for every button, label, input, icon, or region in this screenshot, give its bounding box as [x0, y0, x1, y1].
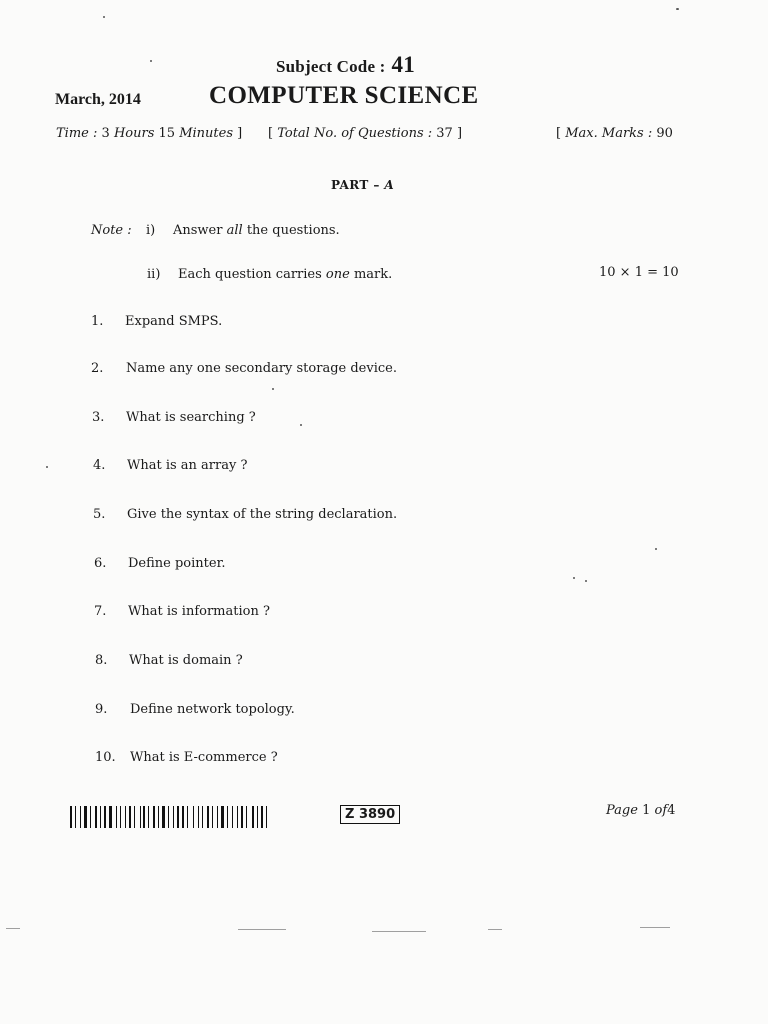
scan-speck [655, 548, 657, 550]
barcode [70, 806, 268, 828]
scan-smudge [372, 931, 426, 932]
barcode-bar [180, 806, 181, 828]
barcode-bar [118, 806, 119, 828]
barcode-bar [221, 806, 224, 828]
barcode-bar [80, 806, 81, 828]
scan-smudge [6, 928, 20, 929]
barcode-bar [170, 806, 172, 828]
part-letter: A [384, 178, 395, 192]
barcode-bar [153, 806, 155, 828]
question-text: Expand SMPS. [125, 314, 223, 329]
time-allowed [56, 126, 242, 141]
time-hours-unit: Hours [113, 126, 155, 141]
barcode-bar [136, 806, 139, 828]
barcode-bar [198, 806, 199, 828]
barcode-bar [207, 806, 209, 828]
barcode-bar [120, 806, 121, 828]
total-questions-label: Total No. of Questions : [277, 126, 433, 141]
barcode-bar [158, 806, 159, 828]
question-number: 8. [95, 653, 108, 668]
question-number: 4. [93, 458, 106, 473]
question-text: Name any one secondary storage device. [126, 361, 397, 376]
barcode-bar [146, 806, 147, 828]
barcode-bar [77, 806, 79, 828]
note-label: Note : [91, 223, 132, 238]
marks-formula: 10 × 1 = 10 [599, 265, 679, 280]
barcode-bar [248, 806, 251, 828]
question-number: 6. [94, 556, 107, 571]
barcode-bar [127, 806, 128, 828]
barcode-bar [189, 806, 192, 828]
total-questions [268, 126, 462, 141]
part-prefix: PART – [331, 178, 380, 192]
barcode-bar [195, 806, 197, 828]
page-current: 1 [642, 803, 651, 818]
note-text-part: Answer [173, 223, 223, 238]
page-of: of [654, 803, 668, 818]
barcode-bar [82, 806, 83, 828]
question-text: Give the syntax of the string declaration. [127, 507, 398, 522]
scan-speck [150, 60, 152, 62]
barcode-bar [232, 806, 233, 828]
note-item-number: ii) [147, 267, 161, 282]
subject-code-label: Subject Code : [276, 57, 386, 76]
barcode-bar [257, 806, 258, 828]
barcode-bar [148, 806, 149, 828]
barcode-bar [246, 806, 247, 828]
barcode-bar [162, 806, 165, 828]
question-text: What is information ? [128, 604, 270, 619]
page-number [606, 803, 675, 818]
question-text: Define pointer. [128, 556, 226, 571]
barcode-bar [143, 806, 145, 828]
scan-speck [585, 580, 587, 582]
scan-smudge [488, 929, 502, 930]
note-item-text [178, 267, 392, 282]
bracket: ] [237, 126, 243, 141]
note-emphasis: one [325, 267, 350, 282]
question-text: What is an array ? [127, 458, 248, 473]
barcode-bar [225, 806, 226, 828]
barcode-bar [98, 806, 99, 828]
barcode-bar [255, 806, 256, 828]
barcode-bar [75, 806, 76, 828]
barcode-bar [229, 806, 231, 828]
bracket: [ [556, 126, 562, 141]
time-hours-value: 3 [101, 126, 110, 141]
barcode-bar [187, 806, 188, 828]
max-marks-value: 90 [656, 126, 673, 141]
scan-speck [573, 577, 575, 579]
max-marks-label: Max. Marks : [565, 126, 653, 141]
barcode-bar [219, 806, 220, 828]
barcode-bar [252, 806, 254, 828]
barcode-bar [129, 806, 131, 828]
barcode-bar [166, 806, 167, 828]
note-text-part: mark. [353, 267, 393, 282]
subject-title: COMPUTER SCIENCE [209, 82, 479, 109]
barcode-bar [264, 806, 265, 828]
barcode-bar [217, 806, 218, 828]
barcode-bar [193, 806, 194, 828]
exam-date: March, 2014 [55, 91, 141, 108]
question-text: Define network topology. [130, 702, 295, 717]
scan-speck [272, 388, 274, 390]
barcode-bar [104, 806, 106, 828]
barcode-bar [202, 806, 203, 828]
barcode-bar [237, 806, 238, 828]
barcode-bar [102, 806, 103, 828]
barcode-bar [200, 806, 201, 828]
barcode-bar [100, 806, 101, 828]
barcode-bar [173, 806, 174, 828]
bracket: ] [456, 126, 463, 141]
barcode-bar [204, 806, 206, 828]
barcode-bar [134, 806, 135, 828]
note-text-part: the questions. [246, 223, 340, 238]
barcode-bar [266, 806, 267, 828]
question-number: 5. [93, 507, 106, 522]
time-minutes-unit: Minutes [179, 126, 233, 141]
barcode-bar [234, 806, 236, 828]
question-number: 9. [95, 702, 108, 717]
question-text: What is searching ? [126, 410, 256, 425]
barcode-bar [70, 806, 72, 828]
barcode-bar [214, 806, 216, 828]
barcode-bar [244, 806, 245, 828]
barcode-bar [210, 806, 211, 828]
subject-code-value: 41 [391, 52, 415, 77]
barcode-bar [160, 806, 161, 828]
question-number: 1. [91, 314, 104, 329]
scan-speck [676, 8, 679, 10]
note-emphasis: all [226, 223, 243, 238]
note-item-number: i) [146, 223, 156, 238]
scan-smudge [238, 929, 286, 930]
barcode-bar [109, 806, 112, 828]
barcode-bar [261, 806, 263, 828]
barcode-bar [185, 806, 186, 828]
barcode-bar [122, 806, 124, 828]
barcode-bar [116, 806, 117, 828]
scan-speck [300, 424, 302, 426]
barcode-bar [95, 806, 97, 828]
barcode-bar [175, 806, 176, 828]
barcode-bar [142, 806, 143, 828]
barcode-bar [177, 806, 179, 828]
barcode-bar [140, 806, 141, 828]
barcode-bar [125, 806, 126, 828]
bracket: [ [268, 126, 274, 141]
barcode-bar [113, 806, 115, 828]
subject-code [276, 52, 415, 78]
page-total: 4 [667, 803, 676, 818]
question-number: 10. [95, 750, 116, 765]
barcode-bar [259, 806, 260, 828]
barcode-bar [241, 806, 243, 828]
barcode-bar [73, 806, 74, 828]
barcode-bar [88, 806, 89, 828]
barcode-bar [132, 806, 133, 828]
question-text: What is domain ? [129, 653, 243, 668]
barcode-bar [92, 806, 94, 828]
question-number: 3. [92, 410, 105, 425]
question-number: 2. [91, 361, 104, 376]
barcode-bar [107, 806, 108, 828]
barcode-bar [84, 806, 87, 828]
time-minutes-value: 15 [158, 126, 176, 141]
part-heading [331, 178, 394, 192]
max-marks [556, 126, 673, 141]
time-label: Time : [56, 126, 98, 141]
barcode-bar [212, 806, 213, 828]
barcode-bar [150, 806, 152, 828]
barcode-bar [227, 806, 228, 828]
note-item-text [173, 223, 340, 238]
scan-speck [103, 16, 105, 18]
barcode-bar [239, 806, 240, 828]
note-text-part: Each question carries [178, 267, 322, 282]
scan-speck [46, 466, 48, 468]
barcode-bar [90, 806, 91, 828]
booklet-code: Z 3890 [340, 805, 400, 824]
question-number: 7. [94, 604, 107, 619]
barcode-bar [156, 806, 157, 828]
question-text: What is E-commerce ? [130, 750, 278, 765]
total-questions-value: 37 [436, 126, 453, 141]
scan-smudge [640, 927, 670, 928]
barcode-bar [182, 806, 184, 828]
barcode-bar [168, 806, 169, 828]
page-label: Page [606, 803, 638, 818]
